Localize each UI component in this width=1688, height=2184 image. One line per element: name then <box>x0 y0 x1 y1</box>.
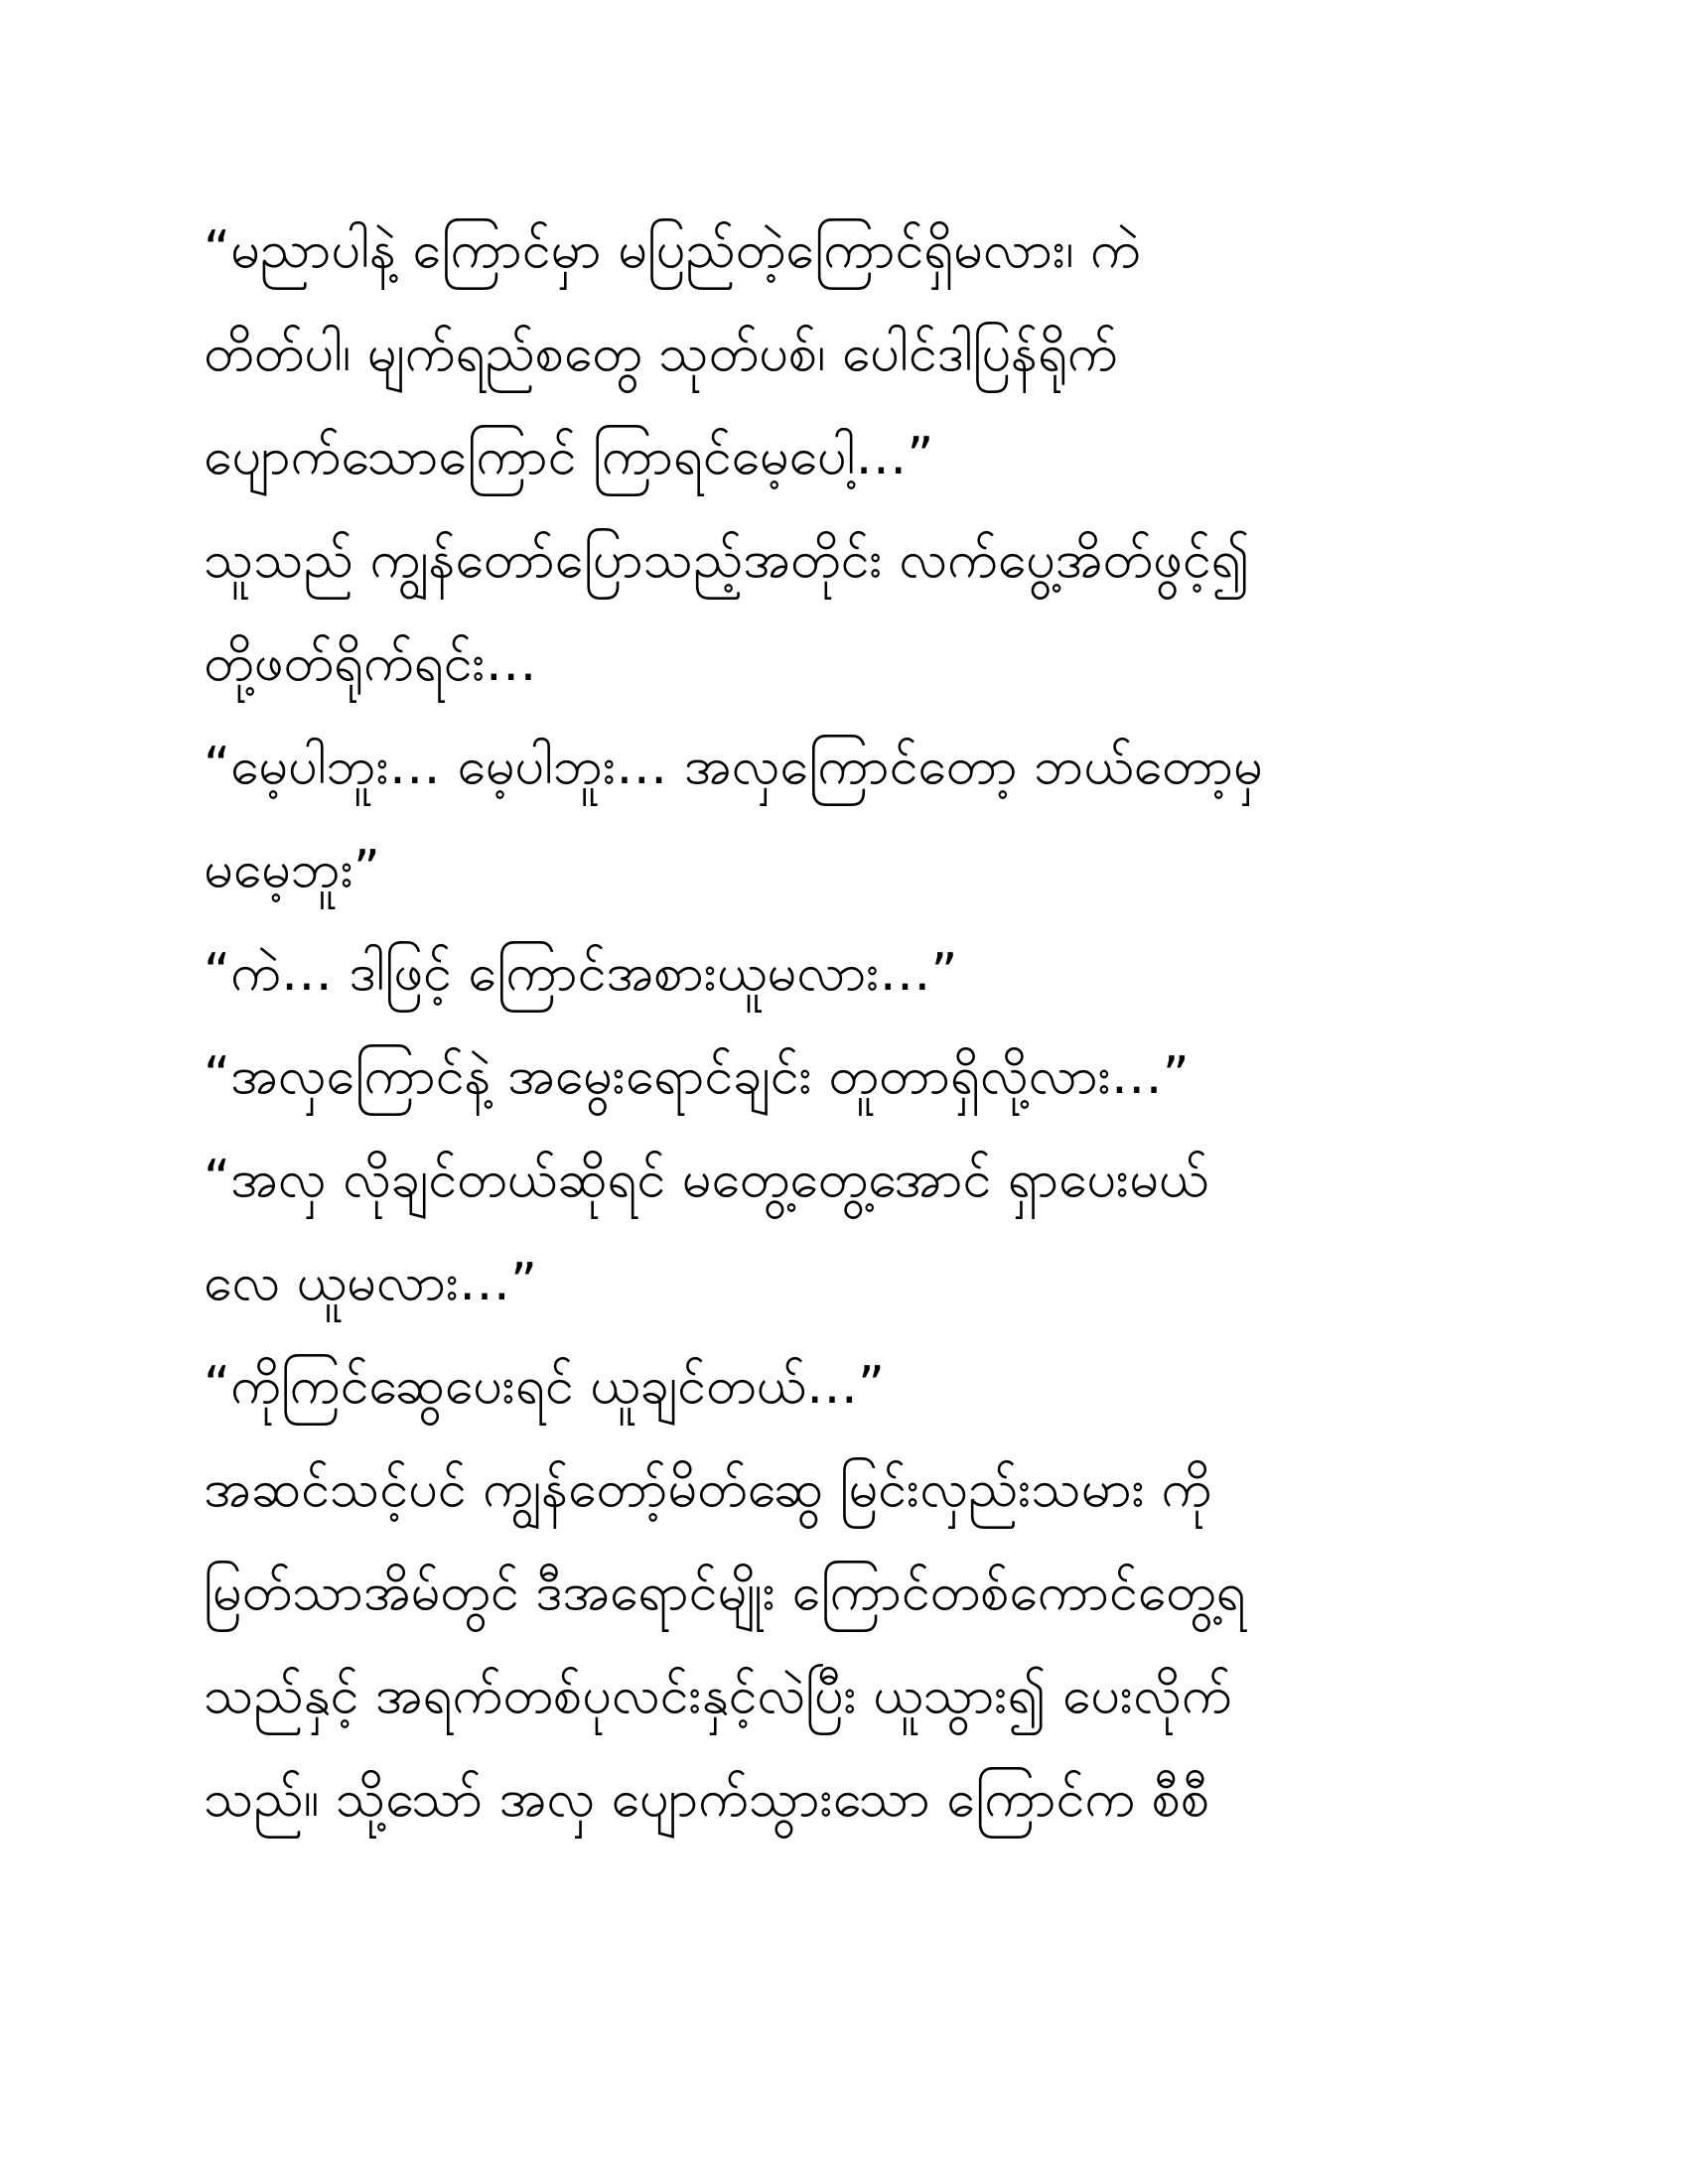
text-line: “မညာပါနဲ့ ကြောင်မှာ မပြည်တဲ့ကြောင်ရှိမလား၊ ကဲ <box>204 220 1141 280</box>
paragraph-1 <box>204 199 1494 508</box>
text-line: “အလှကြောင်နဲ့ အမွေးရောင်ချင်း တူတာရှိလို့လား…” <box>204 1046 1190 1106</box>
page-body-text <box>204 199 1494 1850</box>
text-line: ပျောက်သောကြောင် ကြာရင်မေ့ပေါ့…” <box>204 427 934 486</box>
paragraph-3 <box>204 715 1494 921</box>
text-line: အဆင်သင့်ပင် ကျွန်တော့်မိတ်ဆွေ မြင်းလှည်းသမား ကို <box>204 1459 1212 1519</box>
paragraph-7 <box>204 1334 1494 1437</box>
text-line: သည်။ သို့သော် အလှ ပျောက်သွားသော ကြောင်က စီစီ <box>204 1769 1210 1829</box>
text-line: တိတ်ပါ၊ မျက်ရည်စတွေ သုတ်ပစ်၊ ပေါင်ဒါပြန်ရိုက် <box>204 324 1118 383</box>
text-line: သူသည် ကျွန်တော်ပြောသည့်အတိုင်း လက်ပွေ့အိတ်ဖွင့်၍ <box>204 530 1250 590</box>
paragraph-2 <box>204 508 1494 715</box>
text-line: မြတ်သာအိမ်တွင် ဒီအရောင်မျိုး ကြောင်တစ်ကောင်တွေ့ရ <box>204 1563 1246 1622</box>
text-line: “အလှ လိုချင်တယ်ဆိုရင် မတွေ့တွေ့အောင် ရှာပေးမယ် <box>204 1150 1209 1209</box>
paragraph-4 <box>204 921 1494 1024</box>
text-line: “ကဲ… ဒါဖြင့် ကြောင်အစားယူမလား…” <box>204 943 958 1003</box>
text-line: “ကိုကြင်ဆွေပေးရင် ယူချင်တယ်…” <box>204 1356 885 1416</box>
text-line: တို့ဖတ်ရိုက်ရင်း… <box>204 633 537 693</box>
paragraph-5 <box>204 1024 1494 1128</box>
paragraph-8 <box>204 1437 1494 1850</box>
paragraph-6 <box>204 1128 1494 1334</box>
text-line: “မေ့ပါဘူး… မေ့ပါဘူး… အလှကြောင်တော့ ဘယ်တော့မှ <box>204 737 1263 796</box>
text-line: လေ ယူမလား…” <box>204 1253 537 1312</box>
text-line: သည်နှင့် အရက်တစ်ပုလင်းနှင့်လဲပြီး ယူသွား၍ ပေးလိုက် <box>204 1666 1232 1725</box>
text-line: မမေ့ဘူး” <box>204 840 380 899</box>
